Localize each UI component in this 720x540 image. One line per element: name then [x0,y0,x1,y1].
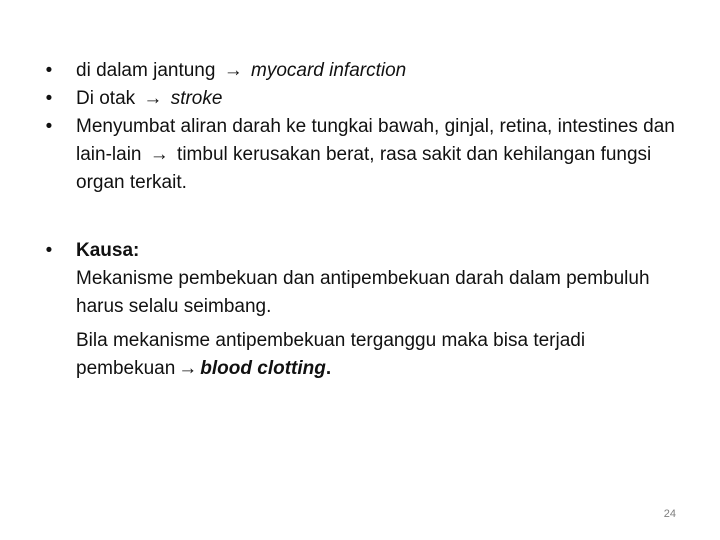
list-item-term: stroke [170,88,223,109]
cause-period: . [325,358,332,379]
cause-term: blood clotting [200,358,326,379]
arrow-right-icon: → [178,358,198,379]
list-item-consequence: timbul kerusakan berat, rasa sakit dan kehilangan fungsi organ terkait. [76,144,652,193]
arrow-right-icon: → [143,88,163,109]
list-item-text: Menyumbat aliran darah ke tungkai bawah, ginjal, retina, intestines dan lain-lain [76,116,675,165]
list-item-heart [40,57,680,85]
bullet-dot: • [45,116,53,137]
list-item-cause [40,237,680,383]
list-item-text: di dalam jantung [76,60,216,81]
cause-paragraph-2 [76,327,680,383]
page-number: 24 [663,508,676,520]
cause-heading: Kausa: [76,240,140,261]
cause-paragraph-2-text: Bila mekanisme antipembekuan terganggu maka bisa terjadi pembekuan [76,330,586,379]
list-item-blockage [40,113,680,197]
bullet-dot: • [45,240,53,261]
arrow-right-icon: → [149,144,169,165]
bullet-dot: • [45,88,53,109]
list-item-term: myocard infarction [251,60,407,81]
bullet-list-effects [40,57,680,197]
bullet-list-cause [40,237,680,383]
list-item-brain [40,85,680,113]
bullet-dot: • [45,60,53,81]
cause-paragraph-1: Mekanisme pembekuan dan antipembekuan darah dalam pembuluh harus selalu seimbang. [76,268,650,317]
list-item-text: Di otak [76,88,136,109]
arrow-right-icon: → [223,60,243,81]
